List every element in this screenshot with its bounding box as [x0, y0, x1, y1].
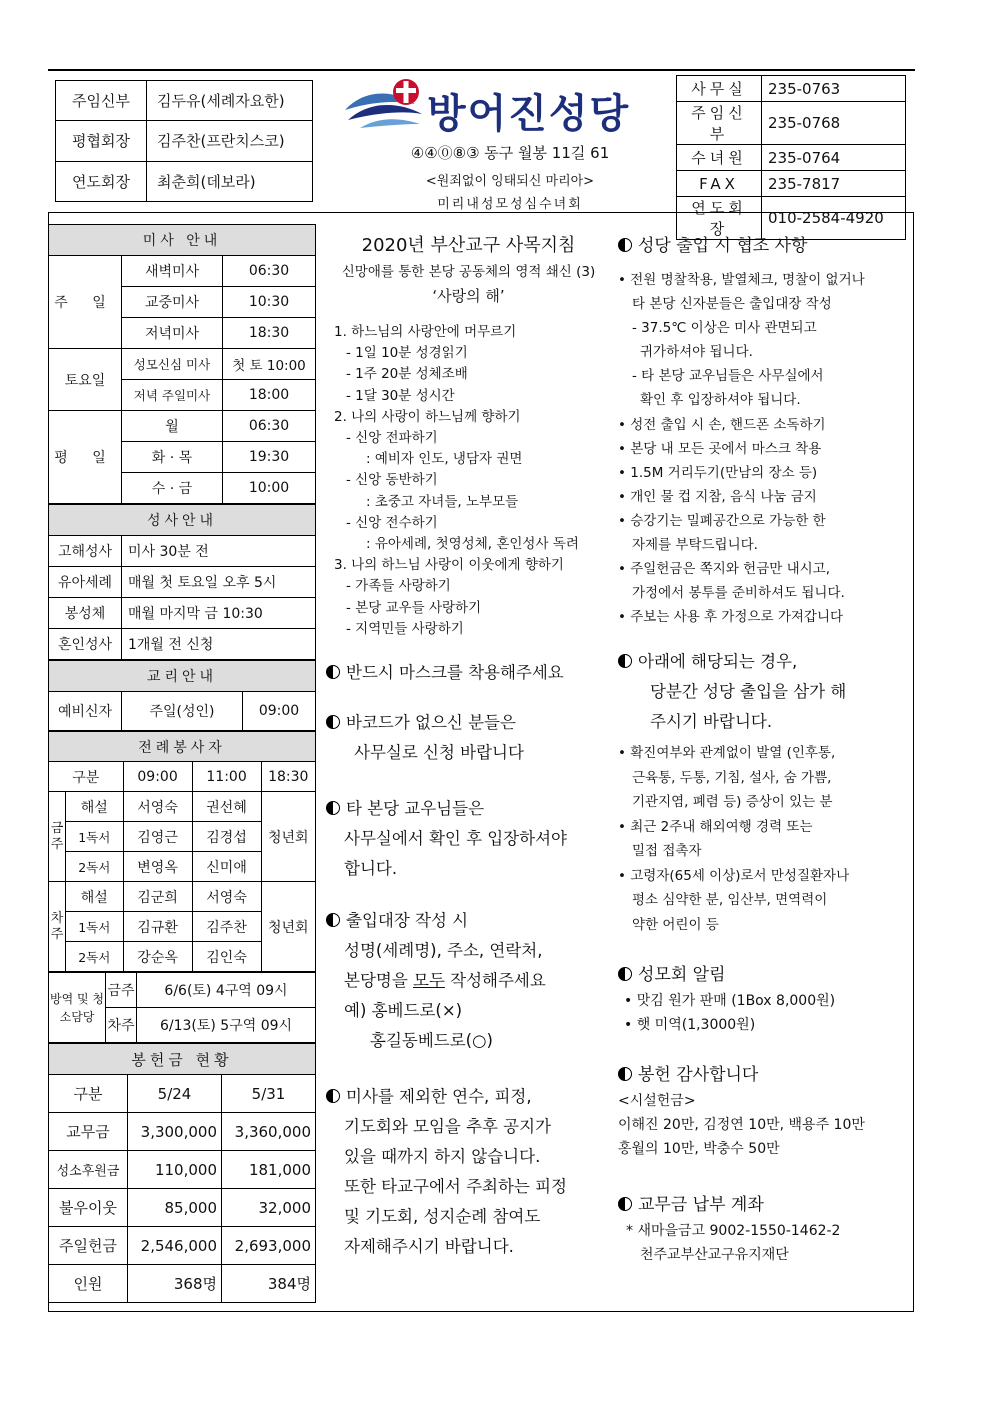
server-name: 서영숙: [192, 882, 261, 912]
mass-time: 첫 토 10:00: [223, 349, 316, 380]
saturday-label: 토요일: [49, 349, 122, 411]
mass-name: 월: [122, 411, 223, 442]
middle-column: [326, 232, 611, 1262]
list-line: - 가족들 사랑하기: [346, 578, 451, 595]
offerings-table: [48, 1043, 316, 1303]
server-role: 1독서: [66, 912, 124, 942]
offerings-title: 봉헌금 현황: [49, 1044, 316, 1075]
list-line: • 승강기는 밀폐공간으로 가능한 한: [618, 512, 826, 529]
notice-line: 아래에 해당되는 경우,: [638, 652, 798, 672]
notice-line: 있을 때까지 하지 않습니다.: [344, 1147, 541, 1167]
offering-name: 주일헌금: [49, 1227, 128, 1265]
notice-line: 기도회와 모임을 추후 공지가: [344, 1117, 552, 1137]
register-notice: [326, 906, 611, 1056]
list-line: - 본당 교우들 사랑하기: [346, 599, 482, 616]
contact-key: 연도회장: [677, 197, 762, 240]
list-line: - 1달 30분 성시간: [346, 387, 455, 404]
sodality-line: • 맛김 원가 판매 (1Box 8,000원): [624, 993, 836, 1010]
mass-time: 10:00: [223, 473, 316, 504]
thanks-title: [618, 1061, 908, 1089]
mass-table: [48, 224, 316, 504]
mass-name: 화 · 목: [122, 442, 223, 473]
list-line: - 37.5℃ 이상은 미사 관면되고: [632, 320, 817, 337]
notice-line: 및 기도회, 성지순례 참여도: [344, 1207, 541, 1227]
sacrament-name: 봉성체: [49, 598, 122, 629]
pastoral-subtitle: 신망애를 통한 본당 공동체의 영적 쇄신 (3): [341, 264, 596, 280]
other-parish-notice: [326, 794, 611, 884]
section-title: 봉헌 감사합니다: [638, 1065, 759, 1086]
church-name: 방어진성당: [427, 91, 631, 137]
server-name: 김주찬: [192, 912, 261, 942]
staff-value: 최춘희(데보라): [147, 161, 313, 201]
server-name: 강순옥: [123, 942, 192, 972]
mask-notice-text: 반드시 마스크를 착용해주세요: [346, 663, 564, 683]
list-line: • 주보는 사용 후 가정으로 가져갑니다: [618, 609, 844, 626]
sacrament-name: 혼인성사: [49, 629, 122, 660]
list-line: 1. 하느님의 사랑안에 머무르기: [334, 324, 517, 340]
list-line: • 1.5M 거리두기(만남의 장소 등): [618, 464, 818, 481]
server-evening: 청년회: [261, 792, 315, 882]
server-name: 김군희: [123, 882, 192, 912]
server-role: 2독서: [66, 852, 124, 882]
sacraments-title: 성사안내: [49, 505, 316, 536]
notice-line: 자제해주시기 바랍니다.: [344, 1237, 514, 1257]
refrain-notice: [618, 647, 908, 737]
mass-time: 10:30: [223, 287, 316, 318]
mass-name: 저녁미사: [122, 318, 223, 349]
list-line: 타 본당 신자분들은 출입대장 작성: [632, 296, 832, 313]
mass-time: 06:30: [223, 256, 316, 287]
sacrament-time: 매월 첫 토요일 오후 5시: [122, 567, 316, 598]
server-role: 2독서: [66, 942, 124, 972]
account-title: [618, 1191, 908, 1219]
doctrine-time: 09:00: [243, 692, 316, 731]
pastoral-theme: ‘사랑의 해’: [432, 287, 505, 305]
staff-key: 주임신부: [56, 81, 147, 121]
offerings-head: 5/24: [128, 1075, 222, 1113]
section-title: 교무금 납부 계좌: [638, 1195, 764, 1216]
offering-value: 85,000: [128, 1189, 222, 1227]
servers-head: 18:30: [261, 762, 315, 792]
offerings-head: 구분: [49, 1075, 128, 1113]
servers-table: [48, 731, 316, 972]
cleaning-schedule: 6/6(토) 4구역 09시: [137, 973, 316, 1008]
servers-head: 09:00: [123, 762, 192, 792]
doctrine-table: [48, 660, 316, 731]
list-line: - 신앙 전수하기: [346, 514, 438, 531]
notice-line: 성명(세례명), 주소, 연락처,: [344, 941, 543, 961]
notice-line: 당분간 성당 출입을 삼가 해: [650, 682, 847, 702]
server-role: 1독서: [66, 822, 124, 852]
notice-line: 홍길동베드로(○): [370, 1031, 493, 1051]
offering-value: 384명: [222, 1265, 316, 1303]
mass-title: 미사 안내: [49, 225, 316, 256]
offerings-head: 5/31: [222, 1075, 316, 1113]
next-week-label: 차주: [49, 882, 66, 972]
server-role: 해설: [66, 882, 124, 912]
servers-head: 11:00: [192, 762, 261, 792]
offering-name: 불우이웃: [49, 1189, 128, 1227]
sacrament-name: 고해성사: [49, 536, 122, 567]
bullet-icon: [326, 665, 340, 679]
thanks-line: 홍월의 10만, 박충수 50만: [618, 1141, 780, 1158]
server-evening: 청년회: [261, 882, 315, 972]
server-name: 신미애: [192, 852, 261, 882]
left-column: [48, 224, 316, 1303]
staff-key: 연도회장: [56, 161, 147, 201]
events-notice: [326, 1082, 611, 1262]
cleaning-table: [48, 972, 316, 1043]
notice-fragment: 작성해주세요: [444, 971, 546, 991]
doctrine-name: 예비신자: [49, 692, 122, 731]
notice-line: 출입대장 작성 시: [346, 911, 469, 931]
account-line: * 새마을금고 9002-1550-1462-2: [626, 1223, 841, 1240]
notice-line: 주시기 바랍니다.: [650, 712, 773, 732]
doctrine-title: 교리안내: [49, 661, 316, 692]
entry-title: [618, 232, 908, 260]
bullet-icon: [618, 967, 632, 981]
server-name: 김인숙: [192, 942, 261, 972]
section-title: 성모회 알림: [638, 965, 726, 986]
bullet-icon: [326, 913, 340, 927]
entry-list: [618, 268, 908, 629]
offering-value: 2,693,000: [222, 1227, 316, 1265]
list-line: - 1주 20분 성체조배: [346, 366, 468, 383]
server-role: 해설: [66, 792, 124, 822]
mass-name: 성모신심 미사: [122, 349, 223, 380]
cleaning-week: 차주: [106, 1008, 137, 1043]
offering-value: 110,000: [128, 1151, 222, 1189]
sacrament-time: 1개월 전 신청: [122, 629, 316, 660]
this-week-label: 금주: [49, 792, 66, 882]
account-line: 천주교부산교구유지재단: [640, 1247, 789, 1264]
list-line: : 유아세례, 첫영성체, 혼인성사 독려: [366, 536, 579, 553]
contact-key: 사무실: [677, 76, 762, 102]
list-line: 약한 어린이 등: [632, 916, 719, 933]
church-motto: <원죄없이 잉태되신 마리아>: [425, 174, 595, 189]
right-column: [618, 232, 908, 1267]
offering-name: 교무금: [49, 1113, 128, 1151]
notice-line: 타 본당 교우님들은: [346, 799, 485, 819]
server-name: 변영옥: [123, 852, 192, 882]
doctrine-day: 주일(성인): [122, 692, 243, 731]
contact-key: 주임신부: [677, 102, 762, 145]
list-line: 확인 후 입장하셔야 됩니다.: [640, 392, 801, 409]
section-title: 성당 출입 시 협조 사항: [638, 236, 808, 256]
list-line: - 지역민들 사랑하기: [346, 620, 464, 637]
sacrament-time: 매월 마지막 금 10:30: [122, 598, 316, 629]
staff-key: 평협회장: [56, 121, 147, 161]
weekday-label: 평 일: [49, 411, 122, 504]
contact-value: 010-2584-4920: [762, 197, 906, 240]
offering-name: 인원: [49, 1265, 128, 1303]
bullet-icon: [618, 238, 632, 252]
contact-key: FAX: [677, 171, 762, 197]
list-line: - 타 본당 교우님들은 사무실에서: [632, 368, 824, 385]
notice-fragment: 본당명을: [344, 971, 414, 991]
pastoral-title: 2020년 부산교구 사목지침: [361, 235, 576, 256]
list-line: : 초중고 자녀들, 노부모들: [366, 493, 519, 510]
notice-line: 또한 타교구에서 주최하는 피정: [344, 1177, 567, 1197]
list-line: 2. 나의 사랑이 하느님께 향하기: [334, 408, 521, 425]
bullet-icon: [326, 715, 340, 729]
offering-name: 성소후원금: [49, 1151, 128, 1189]
list-line: • 전원 명찰착용, 발열체크, 명찰이 없거나: [618, 272, 865, 288]
sunday-label: 주 일: [49, 256, 122, 349]
bullet-icon: [618, 1197, 632, 1211]
church-address: ④④⓪⑧③ 동구 월봉 11길 61: [410, 144, 610, 162]
notice-line: 사무실에서 확인 후 입장하셔야: [344, 829, 567, 849]
list-line: 3. 나의 하느님 사랑이 이웃에게 향하기: [334, 557, 564, 574]
mass-time: 18:30: [223, 318, 316, 349]
list-line: • 개인 물 컵 지참, 음식 나눔 금지: [618, 488, 817, 505]
server-name: 김규환: [123, 912, 192, 942]
mass-time: 18:00: [223, 380, 316, 411]
offering-value: 32,000: [222, 1189, 316, 1227]
mass-name: 수 · 금: [122, 473, 223, 504]
offering-value: 368명: [128, 1265, 222, 1303]
contact-value: 235-7817: [762, 171, 906, 197]
list-line: • 고령자(65세 이상)로서 만성질환자나: [618, 867, 850, 884]
notice-line: 예) 홍베드로(×): [344, 1001, 463, 1021]
list-line: 평소 심약한 분, 임산부, 면역력이: [632, 892, 828, 909]
offering-value: 2,546,000: [128, 1227, 222, 1265]
staff-value: 김주찬(프란치스코): [147, 121, 313, 161]
list-line: 밀접 접촉자: [632, 843, 702, 860]
servers-head: 구분: [49, 762, 124, 792]
server-name: 김경섭: [192, 822, 261, 852]
pastoral-list: [326, 322, 611, 640]
sodality-line: • 햇 미역(1,3000원): [624, 1017, 756, 1034]
contact-value: 235-0763: [762, 76, 906, 102]
cleaning-week: 금주: [106, 973, 137, 1008]
mass-name: 저녁 주일미사: [122, 380, 223, 411]
contact-value: 235-0768: [762, 102, 906, 145]
list-line: - 신앙 전파하기: [346, 430, 438, 447]
thanks-line: 이해진 20만, 김정연 10만, 백용주 10만: [618, 1117, 865, 1134]
mass-name: 교중미사: [122, 287, 223, 318]
staff-value: 김두유(세례자요한): [147, 81, 313, 121]
list-line: - 신앙 동반하기: [346, 472, 438, 489]
thanks-line: <시설헌금>: [618, 1093, 696, 1110]
list-line: 귀가하셔야 됩니다.: [640, 344, 753, 361]
cleaning-schedule: 6/13(토) 5구역 09시: [137, 1008, 316, 1043]
bullet-icon: [618, 654, 632, 668]
server-name: 서영숙: [123, 792, 192, 822]
refrain-list: [618, 741, 908, 937]
mass-time: 19:30: [223, 442, 316, 473]
list-line: • 본당 내 모든 곳에서 마스크 착용: [618, 440, 822, 457]
notice-line: 합니다.: [344, 859, 398, 879]
sacrament-name: 유아세례: [49, 567, 122, 598]
offering-value: 3,360,000: [222, 1113, 316, 1151]
list-line: • 최근 2주내 해외여행 경력 또는: [618, 818, 813, 835]
mass-time: 06:30: [223, 411, 316, 442]
notice-line: 미사를 제외한 연수, 피정,: [346, 1087, 532, 1107]
server-name: 권선혜: [192, 792, 261, 822]
sodality-title: [618, 961, 908, 989]
list-line: : 예비자 인도, 냉담자 권면: [366, 451, 523, 468]
notice-line: 사무실로 신청 바랍니다: [354, 743, 524, 763]
list-line: 가정에서 봉투를 준비하셔도 됩니다.: [632, 585, 845, 602]
sisters-order: 미리내성모성심수녀회: [437, 197, 583, 212]
contact-value: 235-0764: [762, 145, 906, 171]
sacraments-table: [48, 504, 316, 660]
barcode-notice: [326, 708, 611, 768]
sacrament-time: 미사 30분 전: [122, 536, 316, 567]
offering-value: 3,300,000: [128, 1113, 222, 1151]
servers-title: 전례봉사자: [49, 732, 316, 762]
notice-line: 바코드가 없으신 분들은: [346, 713, 516, 733]
server-name: 김영근: [123, 822, 192, 852]
list-line: 자제를 부탁드립니다.: [632, 537, 758, 554]
list-line: 기관지염, 폐렴 등) 증상이 있는 분: [632, 794, 833, 811]
list-line: 근육통, 두통, 기침, 설사, 숨 가쁨,: [632, 769, 832, 786]
bullet-icon: [326, 1089, 340, 1103]
cleaning-label: 방역 및 청소담당: [49, 973, 106, 1043]
notice-emphasis: 모두: [413, 971, 445, 991]
offering-value: 181,000: [222, 1151, 316, 1189]
list-line: • 주일헌금은 쪽지와 헌금만 내시고,: [618, 561, 830, 578]
contact-key: 수녀원: [677, 145, 762, 171]
header-staff-table: [55, 80, 313, 202]
mask-notice: [326, 658, 611, 688]
list-line: - 1일 10분 성경읽기: [346, 345, 468, 362]
bullet-icon: [326, 801, 340, 815]
list-line: • 성전 출입 시 손, 핸드폰 소독하기: [618, 416, 826, 433]
mass-name: 새벽미사: [122, 256, 223, 287]
list-line: • 확진여부와 관계없이 발열 (인후통,: [618, 745, 836, 762]
bullet-icon: [618, 1067, 632, 1081]
notice-line: [326, 966, 611, 996]
